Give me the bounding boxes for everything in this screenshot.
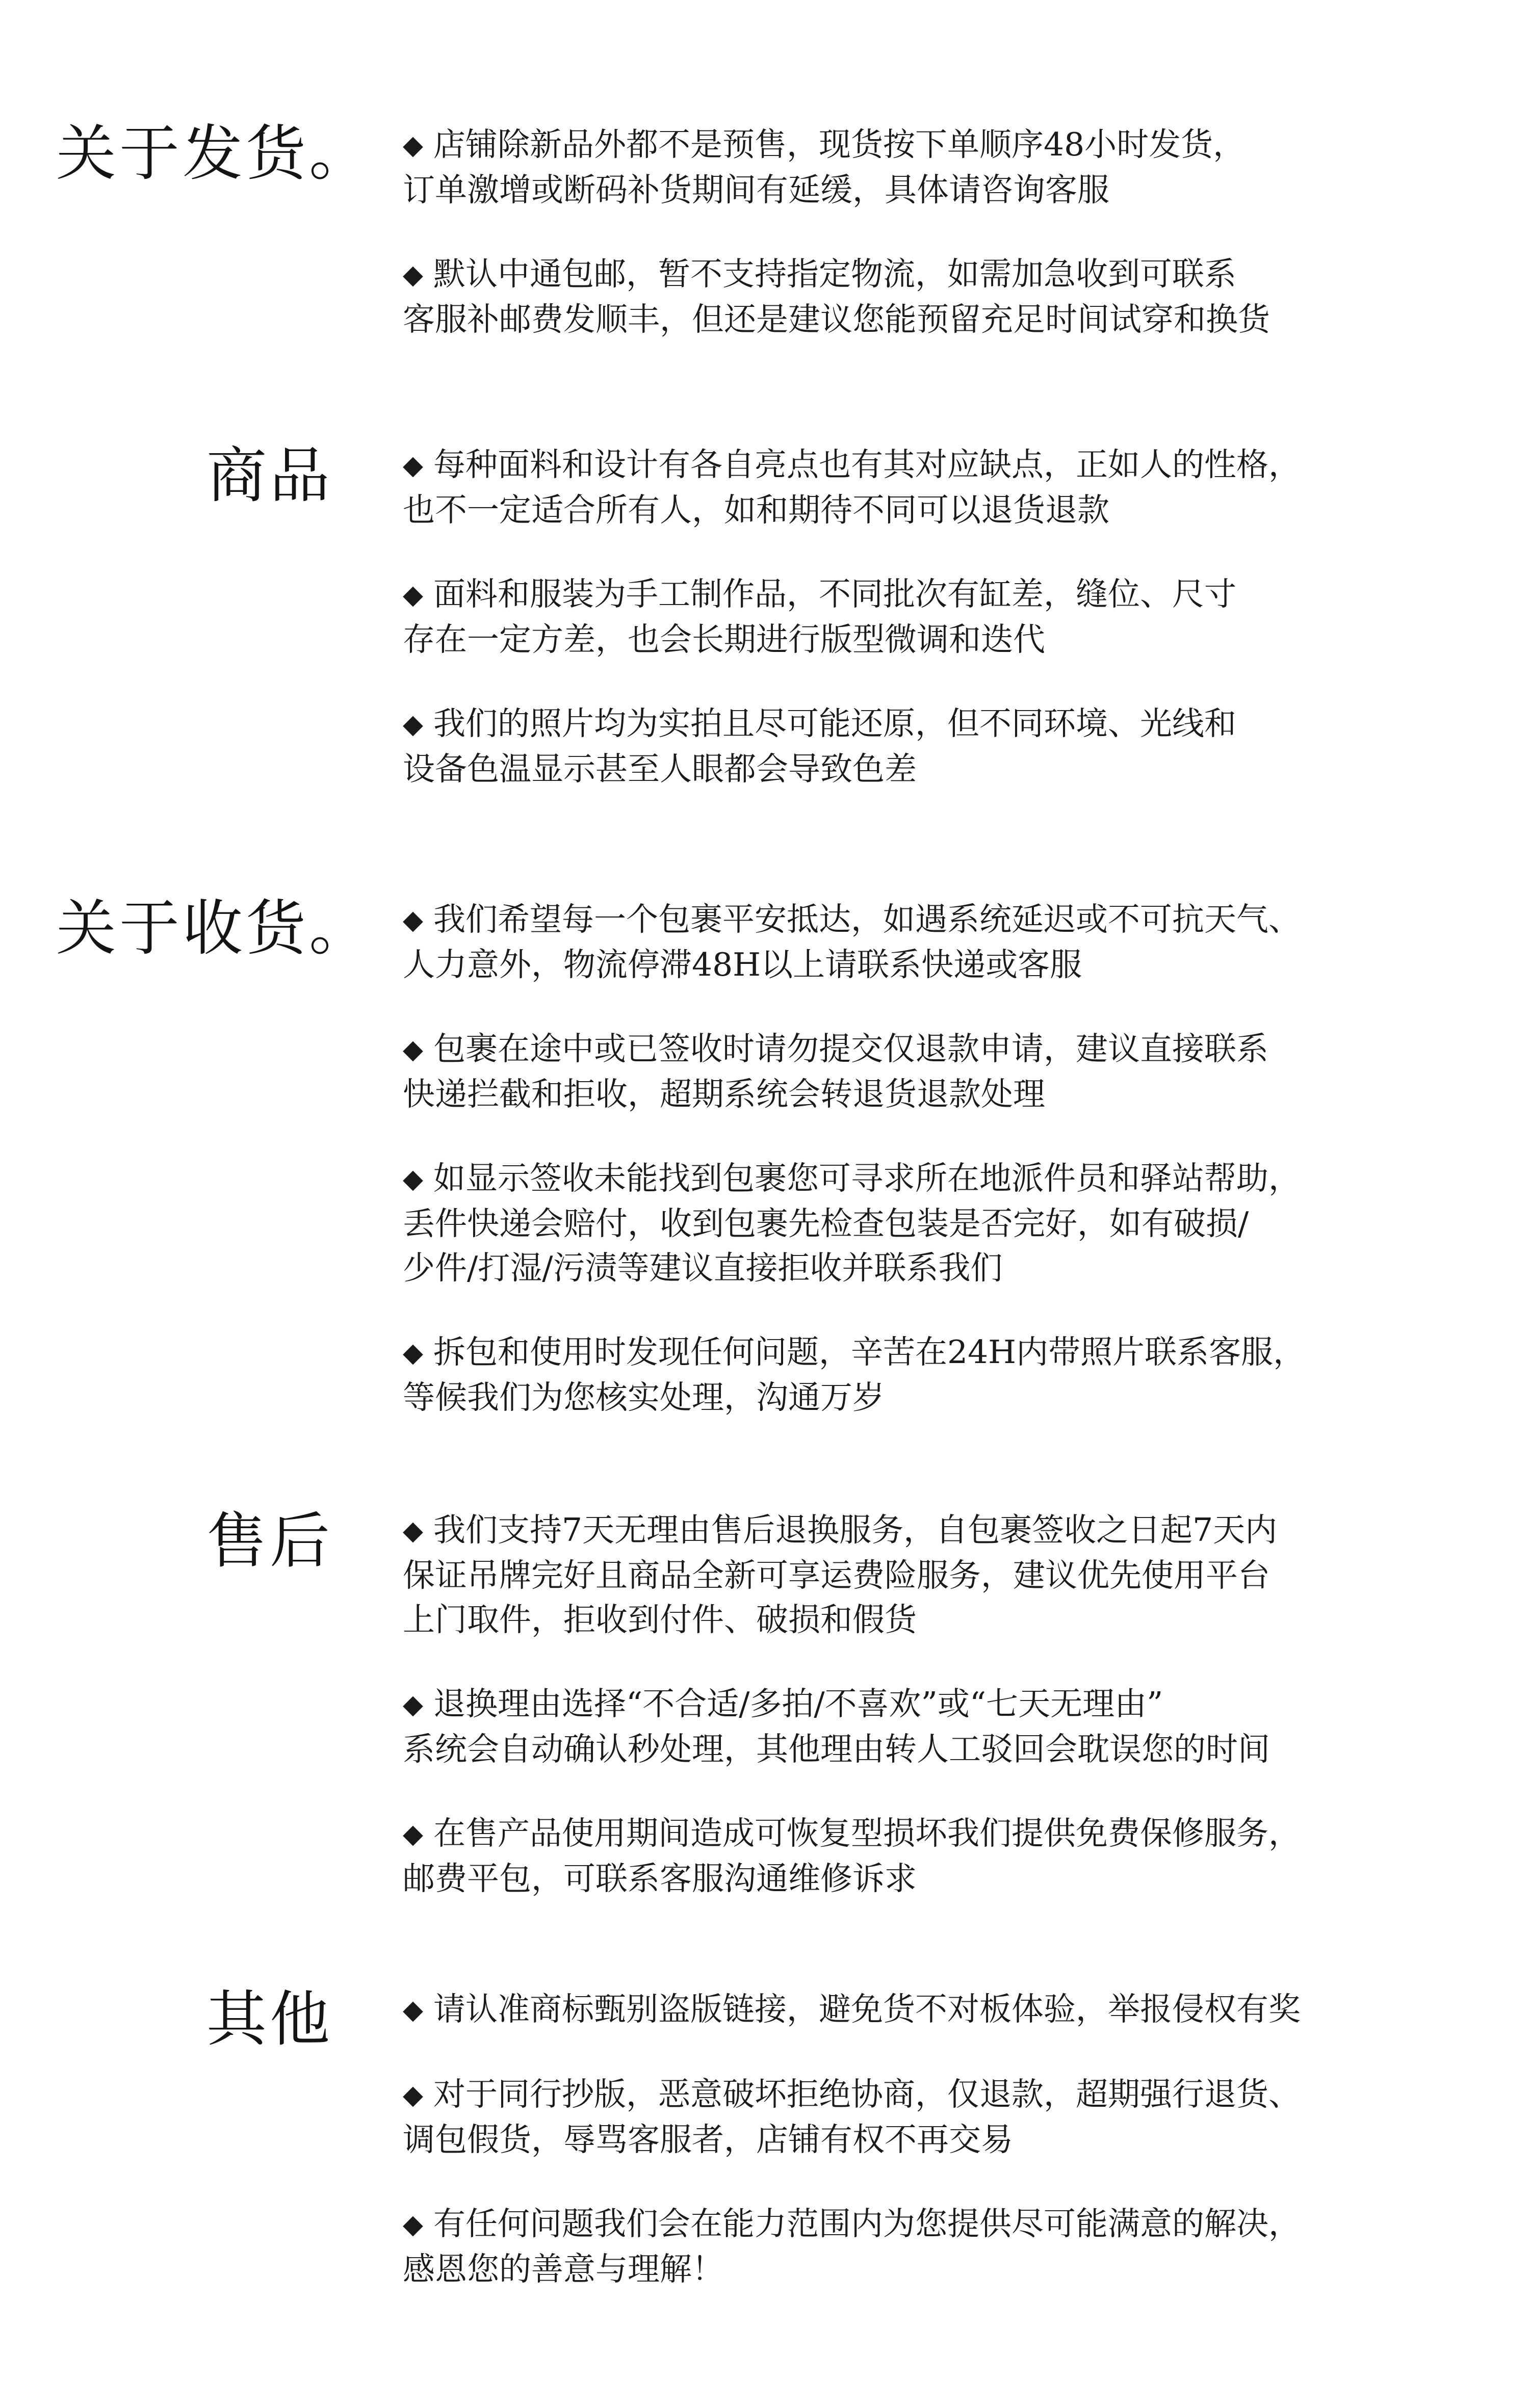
- diamond-bullet-icon: ◆: [403, 2209, 423, 2240]
- section-heading: 关于收货。: [56, 893, 373, 963]
- text-line: ◆ 每种面料和设计有各自亮点也有其对应缺点，正如人的性格，: [403, 442, 1422, 488]
- list-item: [403, 1330, 1422, 1420]
- list-item: [403, 1508, 1422, 1642]
- diamond-bullet-icon: ◆: [403, 709, 423, 740]
- diamond-bullet-icon: ◆: [403, 905, 423, 935]
- item-list: [403, 1987, 1422, 2331]
- text-line: 客服补邮费发顺丰，但还是建议您能预留充足时间试穿和换货: [403, 301, 1270, 338]
- text-line: ◆ 包裹在途中或已签收时请勿提交仅退款申请，建议直接联系: [403, 1027, 1422, 1072]
- text-line: ◆ 我们的照片均为实拍且尽可能还原，但不同环境、光线和: [403, 701, 1422, 747]
- item-list: [403, 897, 1422, 1459]
- text-line: 存在一定方差，也会长期进行版型微调和迭代: [403, 621, 1045, 658]
- section-heading: 商品: [206, 440, 333, 511]
- diamond-bullet-icon: ◆: [403, 450, 423, 481]
- text-line: ◆ 在售产品使用期间造成可恢复型损坏我们提供免费保修服务，: [403, 1811, 1422, 1856]
- list-item: [403, 701, 1422, 791]
- text-line: 丢件快递会赔付，收到包裹先检查包装是否完好，如有破损/: [403, 1205, 1249, 1242]
- list-item: [403, 2202, 1422, 2291]
- text-line: ◆ 我们支持7天无理由售后退换服务，自包裹签收之日起7天内: [403, 1508, 1422, 1553]
- text-line: ◆ 有任何问题我们会在能力范围内为您提供尽可能满意的解决，: [403, 2202, 1422, 2247]
- text-line: 人力意外，物流停滞48H以上请联系快递或客服: [403, 946, 1082, 983]
- text-line: 等候我们为您核实处理，沟通万岁: [403, 1379, 885, 1416]
- text-line: 设备色温显示甚至人眼都会导致色差: [403, 750, 917, 788]
- list-item: [403, 1027, 1422, 1116]
- text-line: 邮费平包，可联系客服沟通维修诉求: [403, 1860, 917, 1897]
- section-heading: 关于发货。: [56, 118, 373, 189]
- diamond-bullet-icon: ◆: [403, 580, 423, 610]
- list-item: [403, 1156, 1422, 1290]
- list-item: [403, 1987, 1422, 2032]
- text-line: 感恩您的善意与理解！: [403, 2250, 724, 2288]
- section-heading: 售后: [206, 1506, 333, 1576]
- text-line: 调包假货，辱骂客服者，店铺有权不再交易: [403, 2121, 1013, 2158]
- list-item: [403, 122, 1422, 212]
- diamond-bullet-icon: ◆: [403, 1338, 423, 1368]
- text-line: 订单激增或断码补货期间有延缓，具体请咨询客服: [403, 171, 1109, 208]
- diamond-bullet-icon: ◆: [403, 259, 423, 290]
- item-list: [403, 442, 1422, 831]
- list-item: [403, 2072, 1422, 2162]
- section-heading: 其他: [206, 1984, 333, 2054]
- diamond-bullet-icon: ◆: [403, 1515, 423, 1546]
- text-line: 系统会自动确认秒处理，其他理由转人工驳回会耽误您的时间: [403, 1731, 1270, 1768]
- item-list: [403, 122, 1422, 381]
- list-item: [403, 572, 1422, 662]
- diamond-bullet-icon: ◆: [403, 1164, 423, 1194]
- list-item: [403, 1811, 1422, 1901]
- text-line: ◆ 退换理由选择“不合适/多拍/不喜欢”或“七天无理由”: [403, 1682, 1422, 1727]
- list-item: [403, 442, 1422, 532]
- text-line: 少件/打湿/污渍等建议直接拒收并联系我们: [403, 1249, 1003, 1287]
- list-item: [403, 1682, 1422, 1771]
- text-line: 上门取件，拒收到付件、破损和假货: [403, 1601, 917, 1638]
- diamond-bullet-icon: ◆: [403, 1034, 423, 1065]
- text-line: ◆ 如显示签收未能找到包裹您可寻求所在地派件员和驿站帮助，: [403, 1156, 1422, 1201]
- text-line: ◆ 店铺除新品外都不是预售，现货按下单顺序48小时发货，: [403, 122, 1422, 168]
- text-line: ◆ 对于同行抄版，恶意破坏拒绝协商，仅退款，超期强行退货、: [403, 2072, 1422, 2117]
- diamond-bullet-icon: ◆: [403, 1689, 423, 1720]
- list-item: [403, 897, 1422, 987]
- diamond-bullet-icon: ◆: [403, 1819, 423, 1849]
- text-line: 保证吊牌完好且商品全新可享运费险服务，建议优先使用平台: [403, 1557, 1270, 1594]
- item-list: [403, 1508, 1422, 1941]
- text-line: 快递拦截和拒收，超期系统会转退货退款处理: [403, 1076, 1045, 1113]
- text-line: ◆ 拆包和使用时发现任何问题，辛苦在24H内带照片联系客服，: [403, 1330, 1422, 1375]
- text-line: ◆ 请认准商标甄别盗版链接，避免货不对板体验，举报侵权有奖: [403, 1987, 1422, 2032]
- diamond-bullet-icon: ◆: [403, 1995, 423, 2025]
- text-line: ◆ 默认中通包邮，暂不支持指定物流，如需加急收到可联系: [403, 252, 1422, 297]
- text-line: ◆ 面料和服装为手工制作品，不同批次有缸差，缝位、尺寸: [403, 572, 1422, 617]
- diamond-bullet-icon: ◆: [403, 2080, 423, 2110]
- diamond-bullet-icon: ◆: [403, 130, 423, 161]
- text-line: ◆ 我们希望每一个包裹平安抵达，如遇系统延迟或不可抗天气、: [403, 897, 1422, 943]
- text-line: 也不一定适合所有人，如和期待不同可以退货退款: [403, 491, 1109, 529]
- list-item: [403, 252, 1422, 342]
